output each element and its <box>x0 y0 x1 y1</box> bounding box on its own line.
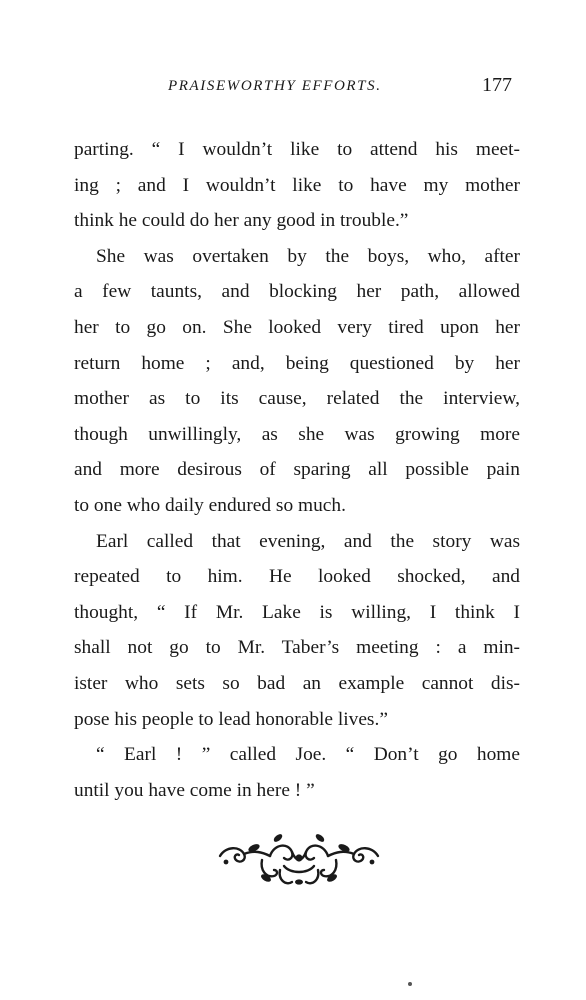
text-line: repeated to him. He looked shocked, and <box>74 566 520 588</box>
paragraph <box>74 524 520 738</box>
text-line: She was overtaken by the boys, who, after <box>96 245 520 267</box>
text-line: though unwillingly, as she was growing more <box>74 423 520 445</box>
text-line: mother as to its cause, related the interview, <box>74 388 520 410</box>
floral-tailpiece-ornament-icon <box>214 826 384 890</box>
body-text <box>74 132 520 808</box>
running-title: PRAISEWORTHY EFFORTS. <box>168 78 382 94</box>
running-head <box>74 74 516 102</box>
text-line: and more desirous of sparing all possible pain <box>74 459 520 481</box>
paragraph <box>74 737 520 808</box>
print-speck <box>408 982 412 986</box>
text-line: to one who daily endured so much. <box>74 494 346 516</box>
text-line: “ Earl ! ” called Joe. “ Don’t go home <box>96 744 520 766</box>
text-line: thought, “ If Mr. Lake is willing, I think I <box>74 601 520 623</box>
text-line: ing ; and I wouldn’t like to have my mother <box>74 174 520 196</box>
text-line: return home ; and, being questioned by her <box>74 352 520 374</box>
text-line: pose his people to lead honorable lives.” <box>74 708 388 730</box>
text-line: until you have come in here ! ” <box>74 779 315 801</box>
text-line: shall not go to Mr. Taber’s meeting : a min- <box>74 637 520 659</box>
text-line: think he could do her any good in trouble.” <box>74 210 409 232</box>
text-line: a few taunts, and blocking her path, allowed <box>74 281 520 303</box>
text-line: ister who sets so bad an example cannot dis- <box>74 672 520 694</box>
text-line: Earl called that evening, and the story was <box>96 530 520 552</box>
page-number: 177 <box>482 74 512 96</box>
paragraph <box>74 239 520 524</box>
paragraph <box>74 132 520 239</box>
text-line: parting. “ I wouldn’t like to attend his meet- <box>74 139 520 160</box>
text-line: her to go on. She looked very tired upon her <box>74 316 520 338</box>
